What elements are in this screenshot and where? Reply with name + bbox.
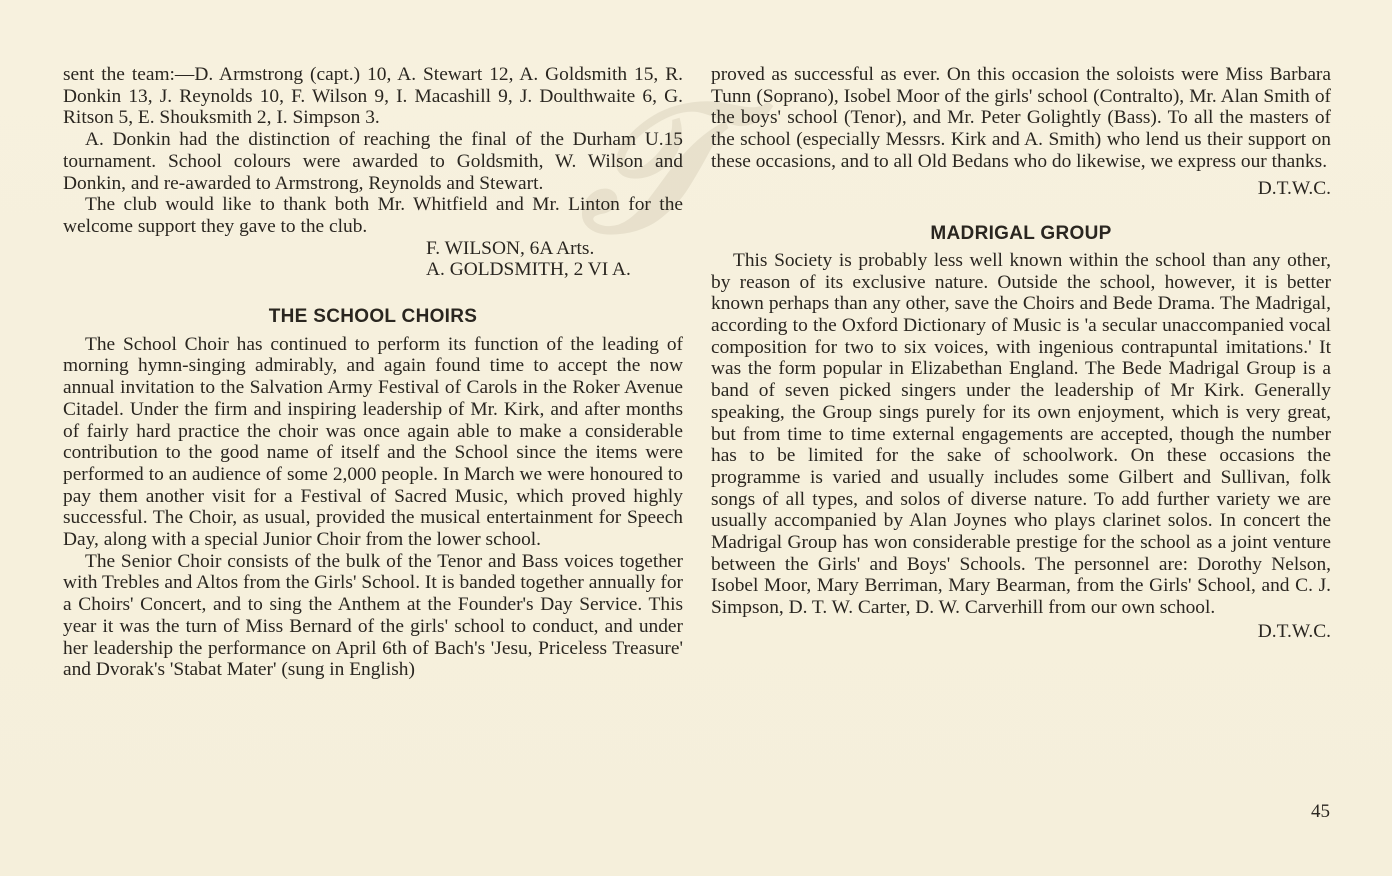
madrigal-initials: D.T.W.C. bbox=[1257, 620, 1331, 642]
left-column bbox=[63, 64, 683, 681]
school-choirs-heading: THE SCHOOL CHOIRS bbox=[268, 306, 478, 328]
signature-wilson: F. WILSON, 6A Arts. bbox=[426, 237, 595, 259]
donkin-paragraph: A. Donkin had the distinction of reaching the final of the Durham U.15 tournament. School colours were awarded to Goldsmith, W. Wilson and Donkin, and re-awarded to Armstrong, Reynolds and Stewart. bbox=[63, 129, 683, 194]
show-through-script: 𝒯 bbox=[580, 80, 718, 269]
page-number: 45 bbox=[1311, 801, 1330, 822]
school-choir-paragraph: The School Choir has continued to perform its function of the leading of morning hymn-singing admirably, and again found time to accept the now annual invitation to the Salvation Army Festival of Carols in the Roker Avenue Citadel. Under the firm and inspiring leadership of Mr. Kirk, and after months of fairly hard practice the choir was once again able to make a considerable contribution to the good name of itself and the School since the items were performed to an audience of some 2,000 people. In March we were honoured to pay them another visit for a Festival of Sacred Music, which proved highly successful. The Choir, as usual, provided the musical entertainment for Speech Day, along with a special Junior Choir from the lower school. bbox=[63, 333, 683, 551]
madrigal-group-heading: MADRIGAL GROUP bbox=[930, 223, 1112, 245]
continued-paragraph: proved as successful as ever. On this occasion the soloists were Miss Barbara Tunn (Soprano), Isobel Moor of the girls' school (Contralto), Mr. Alan Smith of the boys' school (Tenor), and Mr. Peter Golightly (Bass). To all the masters of the school (especially Messrs. Kirk and A. Smith) who lend us their support on these occasions, and to all Old Bedans who do likewise, we express our thanks. bbox=[711, 64, 1331, 172]
team-paragraph: sent the team:—D. Armstrong (capt.) 10, A. Stewart 12, A. Goldsmith 15, R. Donkin 13, J. Reynolds 10, F. Wilson 9, I. Macashill 9, J. Doulthwaite 6, G. Ritson 5, E. Shouksmith 2, I. Simpson 3. bbox=[63, 64, 683, 129]
senior-choir-paragraph: The Senior Choir consists of the bulk of the Tenor and Bass voices together with Trebles and Altos from the Girls' School. It is banded together annually for a Choirs' Concert, and to sing the Anthem at the Founder's Day Service. This year it was the turn of Miss Bernard of the girls' school to conduct, and under her leadership the performance on April 6th of Bach's 'Jesu, Priceless Treasure' and Dvorak's 'Stabat Mater' (sung in English) bbox=[63, 550, 683, 681]
right-column bbox=[711, 64, 1331, 643]
club-thanks-paragraph: The club would like to thank both Mr. Whitfield and Mr. Linton for the welcome support they gave to the club. bbox=[63, 194, 683, 237]
signature-block bbox=[63, 238, 683, 281]
madrigal-paragraph: This Society is probably less well known within the school than any other, by reason of its exclusive nature. Outside the school, however, it is better known perhaps than any other, save the Choirs and Bede Drama. The Madrigal, according to the Oxford Dictionary of Music is 'a secular unaccompanied vocal composition for two to six voices, with ingenious contrapuntal imitations.' It was the form popular in Elizabethan England. The Bede Madrigal Group is a band of seven picked singers under the leadership of Mr Kirk. Generally speaking, the Group sings purely for its own enjoyment, which is very great, but from time to time external engagements are accepted, though the number has to be limited for the sake of schoolwork. On these occasions the programme is varied and usually includes some Gilbert and Sullivan, folk songs of all types, and solos of diverse nature. To add further variety we are usually accompanied by Alan Joynes who plays clarinet solos. In concert the Madrigal Group has won considerable prestige for the school as a joint venture between the Girls' and Boys' Schools. The personnel are: Dorothy Nelson, Isobel Moor, Mary Berriman, Mary Bearman, from the Girls' School, and C. J. Simpson, D. T. W. Carter, D. W. Carverhill from our own school. bbox=[711, 249, 1331, 619]
signature-goldsmith: A. GOLDSMITH, 2 VI A. bbox=[426, 259, 631, 281]
choirs-initials: D.T.W.C. bbox=[1257, 177, 1331, 199]
